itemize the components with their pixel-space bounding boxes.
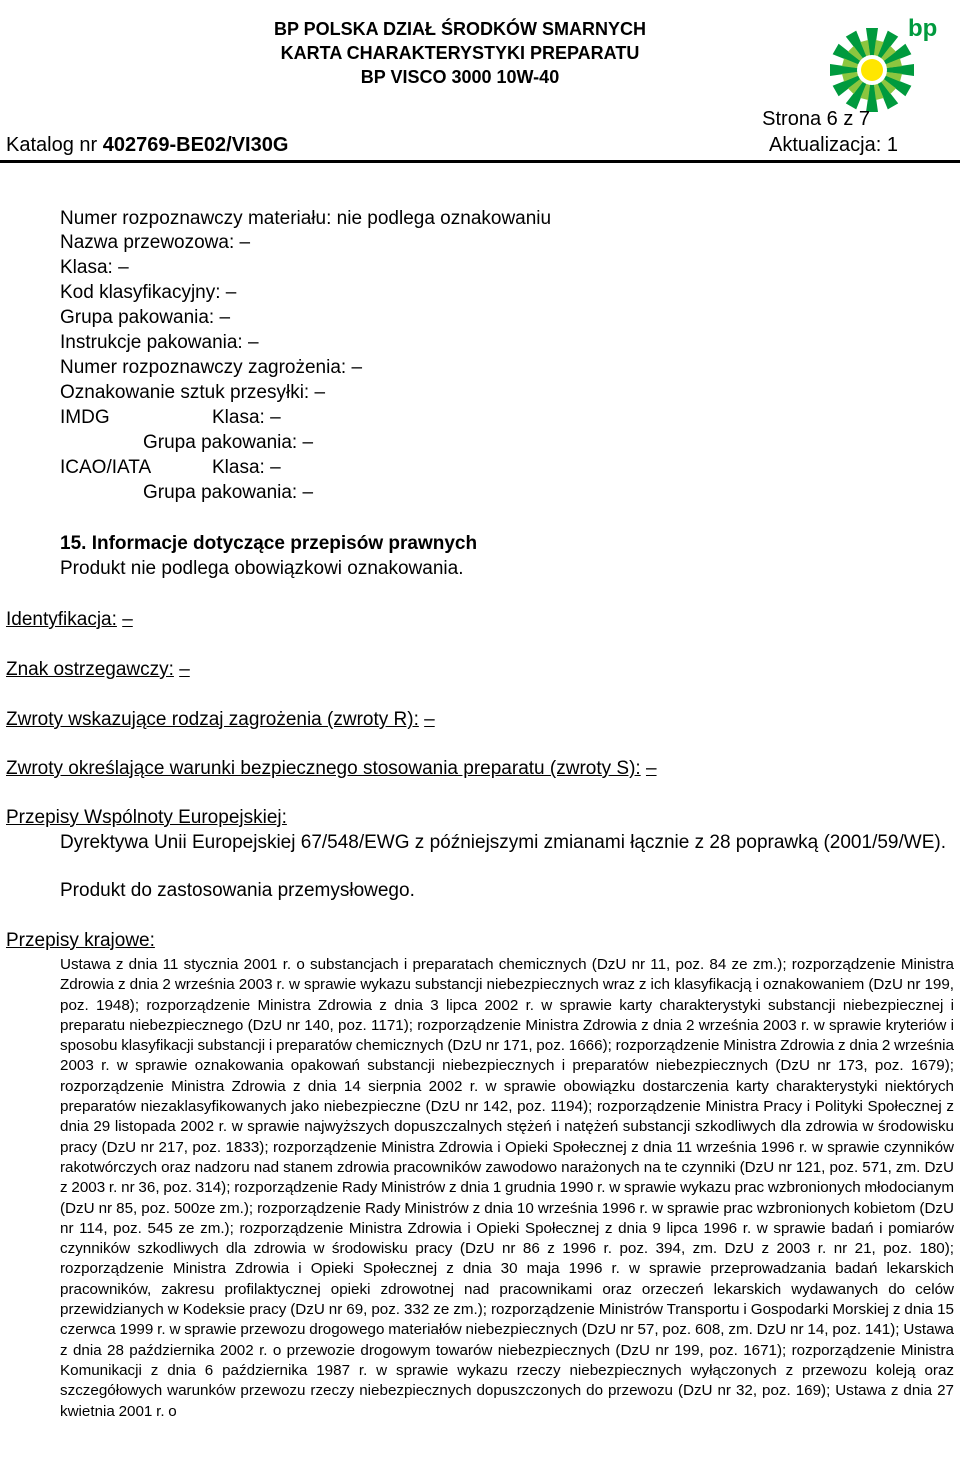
catalog-number [6, 134, 288, 157]
identification-value: – [122, 609, 133, 630]
catalog-code: 402769-BE02/VI30G [102, 134, 289, 156]
section-15-subtitle: Produkt nie podlega obowiązkowi oznakowania. [60, 558, 464, 579]
hazard-number: Numer rozpoznawczy zagrożenia: – [60, 357, 363, 378]
page-number: Strona 6 z 7 [762, 108, 870, 130]
imdg-packing-group: Grupa pakowania: – [143, 432, 314, 453]
section-15-title: 15. Informacje dotyczące przepisów prawnych [60, 533, 478, 554]
eu-regulations-label: Przepisy Wspólnoty Europejskiej: [6, 807, 287, 828]
industrial-use-note: Produkt do zastosowania przemysłowego. [60, 880, 415, 901]
r-phrases-value: – [424, 709, 435, 730]
bp-helios-logo [820, 10, 945, 115]
r-phrases-row [6, 709, 435, 731]
product-name: BP VISCO 3000 10W-40 [360, 67, 560, 87]
icao-packing-group: Grupa pakowania: – [143, 482, 314, 503]
warning-sign-row [6, 659, 190, 681]
document-type: KARTA CHARAKTERYSTYKI PREPARATU [280, 43, 640, 63]
identification-label: Identyfikacja: [6, 609, 117, 630]
warning-sign-value: – [179, 659, 190, 680]
imdg-label: IMDG [60, 407, 110, 428]
warning-sign-label: Znak ostrzegawczy: [6, 659, 174, 680]
imdg-class: Klasa: – [212, 407, 281, 428]
icao-label: ICAO/IATA [60, 457, 152, 478]
eu-directive-text: Dyrektywa Unii Europejskiej 67/548/EWG z późniejszymi zmianami łącznie z 28 poprawką (2001/59/WE). [60, 832, 946, 853]
company-name: BP POLSKA DZIAŁ ŚRODKÓW SMARNYCH [273, 19, 646, 39]
national-regulations-heading [6, 930, 155, 952]
national-regulations-label: Przepisy krajowe: [6, 930, 155, 951]
catalog-prefix: Katalog nr [6, 134, 103, 156]
r-phrases-label: Zwroty wskazujące rodzaj zagrożenia (zwroty R): [6, 709, 419, 730]
classification-code: Kod klasyfikacyjny: – [60, 282, 237, 303]
packing-instructions: Instrukcje pakowania: – [60, 332, 259, 353]
package-marking: Oznakowanie sztuk przesyłki: – [60, 382, 326, 403]
s-phrases-row [6, 758, 657, 780]
catalog-row [6, 134, 898, 157]
shipping-name: Nazwa przewozowa: – [60, 232, 251, 253]
un-number: Numer rozpoznawczy materiału: nie podlega oznakowaniu [60, 208, 552, 229]
bp-logo-text: bp [908, 15, 938, 42]
page-header [0, 0, 960, 160]
s-phrases-value: – [645, 758, 657, 779]
icao-class: Klasa: – [212, 457, 281, 478]
revision-number: Aktualizacja: 1 [769, 134, 898, 156]
national-regulations-text: Ustawa z dnia 11 stycznia 2001 r. o substancjach i preparatach chemicznych (DzU nr 11, poz. 84 ze zm.); rozporządzenie Ministra Zdrowia z dnia 2 września 2003 r. w sprawie wykazu substancji niebezpiecznych wraz z ich klasyfikacją i oznakowaniem (DzU nr 199, poz. 1948); rozporządzenie Ministra Zdrowia z dnia 3 lipca 2002 r. w sprawie karty charakterystyki substancji niebezpiecznej i preparatu niebezpiecznego (DzU nr 140, poz. 1171); rozporządzenie Ministra Zdrowia z dnia 2 września 2003 r. w sprawie kryteriów i sposobu klasyfikacji substancji i preparatów chemicznych (DzU nr 171, poz. 1666); rozporządzenie Ministra Zdrowia z dnia 2 września 2003 r. w sprawie oznakowania opakowań substancji niebezpiecznych i preparatów niebezpiecznych (DzU nr 173, poz. 1679); rozporządzenie Ministra Zdrowia z dnia 14 sierpnia 2002 r. w sprawie obowiązku dostarczenia karty charakterystyki niektórych preparatów niezaklasyfikowanych jako niebezpieczne (DzU nr 142, poz. 1194); rozporządzenie Ministra Pracy i Polityki Społecznej z dnia 29 listopada 2002 r. w sprawie najwyższych dopuszczalnych stężeń i natężeń substancji szkodliwych dla zdrowia w środowisku pracy (DzU nr 217, poz. 1833); rozporządzenie Ministra Zdrowia i Opieki Społecznej z dnia 11 września 1996 r. w sprawie czynników rakotwórczych oraz nadzoru nad stanem zdrowia pracowników zawodowo narażonych na te czynniki (DzU nr 121, poz. 571, zm. DzU z 2003 r. nr 36, poz. 314); rozporządzenie Rady Ministrów z dnia 1 grudnia 1990 r. w sprawie wykazu prac wzbronionych młodocianym (DzU nr 85, poz. 500ze zm.); rozporządzenie Rady Ministrów z dnia 10 września 1996 r. w sprawie prac wzbronionych kobietom (DzU nr 114, poz. 545 ze zm.); rozporządzenie Ministra Zdrowia i Opieki Społecznej z dnia 9 lipca 1996 r. w sprawie badań i pomiarów czynników szkodliwych dla zdrowia w środowisku pracy (DzU nr 86 z 1996 r. poz. 394, zm. DzU z 2003 r. nr 21, poz. 180); rozporządzenie Ministra Zdrowia i Opieki Społecznej z dnia 30 maja 1996 r. w sprawie przeprowadzania badań lekarskich pracowników, zakresu profilaktycznej opieki zdrowotnej nad pracownikami oraz orzeczeń lekarskich wydawanych do celów przewidzianych w Kodeksie pracy (DzU nr 69, poz. 332 ze zm.); rozporządzenie Ministrów Transportu i Gospodarki Morskiej z dnia 15 czerwca 1999 r. w sprawie przewozu drogowego materiałów niebezpiecznych (DzU nr 57, poz. 608, zm. DzU nr 14, poz. 141); Ustawa z dnia 28 października 2002 r. o przewozie drogowym towarów niebezpiecznych (DzU nr 199, poz. 1671); rozporządzenie Ministra Komunikacji z dnia 6 października 1987 r. w sprawie wykazu rzeczy niebezpiecznych wyłączonych z przewozu koleją oraz szczegółowych warunków przewozu rzeczy niebezpiecznych dopuszczonych do przewozu (DzU nr 32, poz. 169); Ustawa z dnia 27 kwietnia 2001 r. o [60, 956, 954, 1420]
s-phrases-label: Zwroty określające warunki bezpiecznego stosowania preparatu (zwroty S): [6, 758, 641, 779]
transport-class: Klasa: – [60, 257, 129, 278]
eu-regulations-heading [6, 807, 287, 829]
header-divider [0, 160, 960, 163]
identification-row [6, 609, 133, 631]
packing-group: Grupa pakowania: – [60, 307, 231, 328]
